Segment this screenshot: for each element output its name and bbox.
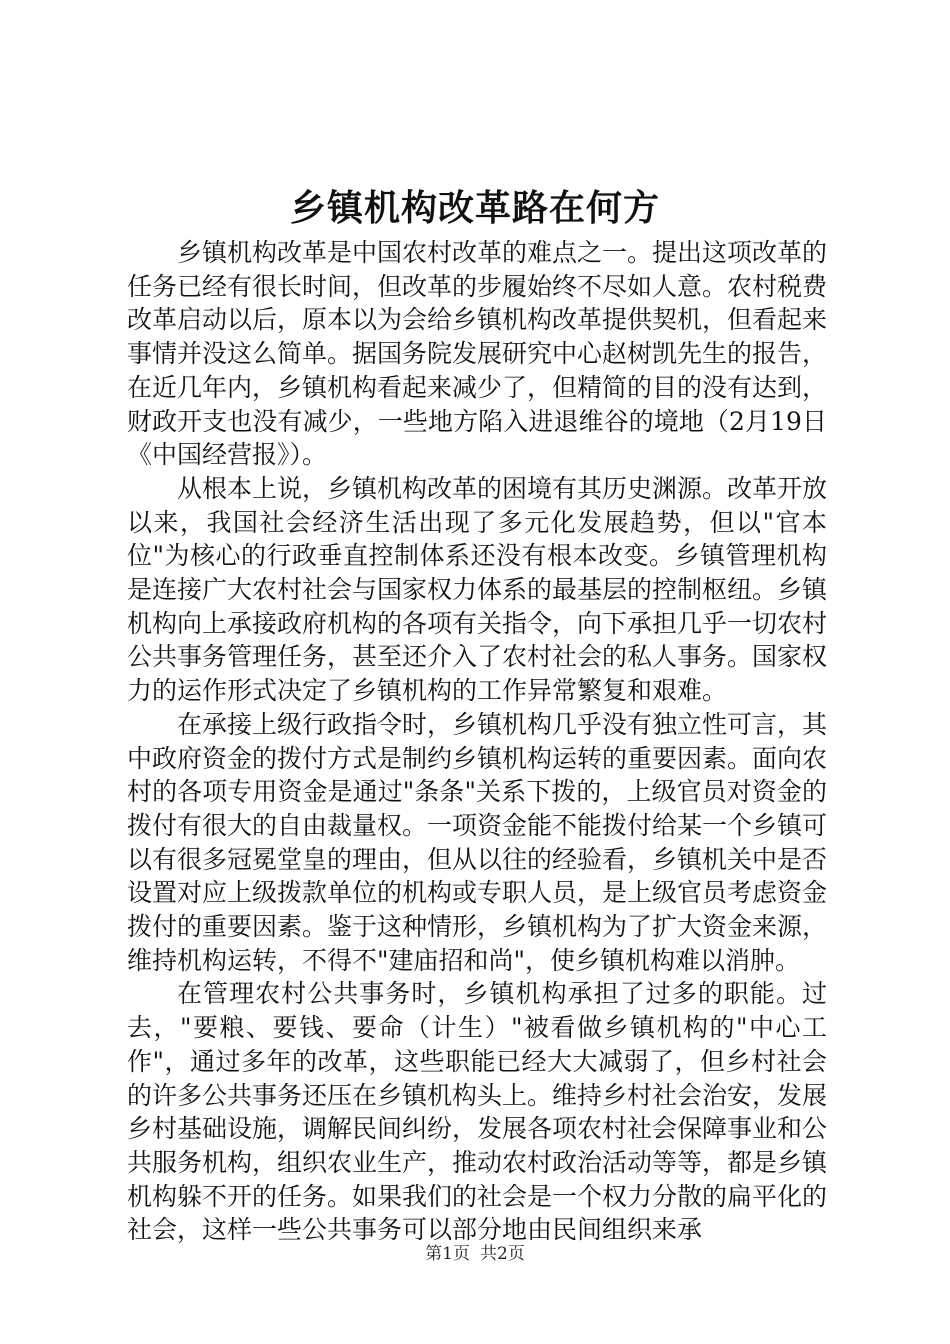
paragraph-2: 从根本上说，乡镇机构改革的困境有其历史渊源。改革开放以来，我国社会经济生活出现了多元化发展趋势，但以"官本位"为核心的行政垂直控制体系还没有根本改变。乡镇管理机构是连接广大农村社会与国家权力体系的最基层的控制枢纽。乡镇机构向上承接政府机构的各项有关指令，向下承担几乎一切农村公共事务管理任务，甚至还介入了农村社会的私人事务。国家权力的运作形式决定了乡镇机构的工作异常繁复和艰难。 xyxy=(127,473,828,706)
page-footer xyxy=(0,1242,950,1266)
page-total: 共2页 xyxy=(480,1244,525,1264)
paragraph-1: 乡镇机构改革是中国农村改革的难点之一。提出这项改革的任务已经有很长时间，但改革的步履始终不尽如人意。农村税费改革启动以后，原本以为会给乡镇机构改革提供契机，但看起来事情并没这么简单。据国务院发展研究中心赵树凯先生的报告，在近几年内，乡镇机构看起来减少了，但精简的目的没有达到，财政开支也没有减少，一些地方陷入进退维谷的境地（2月19日《中国经营报》）。 xyxy=(127,238,828,470)
document-body xyxy=(127,236,827,1247)
document-title: 乡镇机构改革路在何方 xyxy=(289,187,660,229)
page-number: 第1页 xyxy=(425,1244,470,1264)
paragraph-4: 在管理农村公共事务时，乡镇机构承担了过多的职能。过去，"要粮、要钱、要命（计生）"被看做乡镇机构的"中心工作"，通过多年的改革，这些职能已经大大减弱了，但乡村社会的许多公共事务还压在乡镇机构头上。维持乡村社会治安，发展乡村基础设施，调解民间纠纷，发展各项农村社会保障事业和公共服务机构，组织农业生产，推动农村政治活动等等，都是乡镇机构躲不开的任务。如果我们的社会是一个权力分散的扁平化的社会，这样一些公共事务可以部分地由民间组织来承 xyxy=(127,979,828,1245)
paragraph-3: 在承接上级行政指令时，乡镇机构几乎没有独立性可言，其中政府资金的拨付方式是制约乡镇机构运转的重要因素。面向农村的各项专用资金是通过"条条"关系下拨的，上级官员对资金的拨付有很大的自由裁量权。一项资金能不能拨付给某一个乡镇可以有很多冠冕堂皇的理由，但从以往的经验看，乡镇机关中是否设置对应上级拨款单位的机构或专职人员，是上级官员考虑资金拨付的重要因素。鉴于这种情形，乡镇机构为了扩大资金来源，维持机构运转，不得不"建庙招和尚"，使乡镇机构难以消肿。 xyxy=(127,709,828,975)
